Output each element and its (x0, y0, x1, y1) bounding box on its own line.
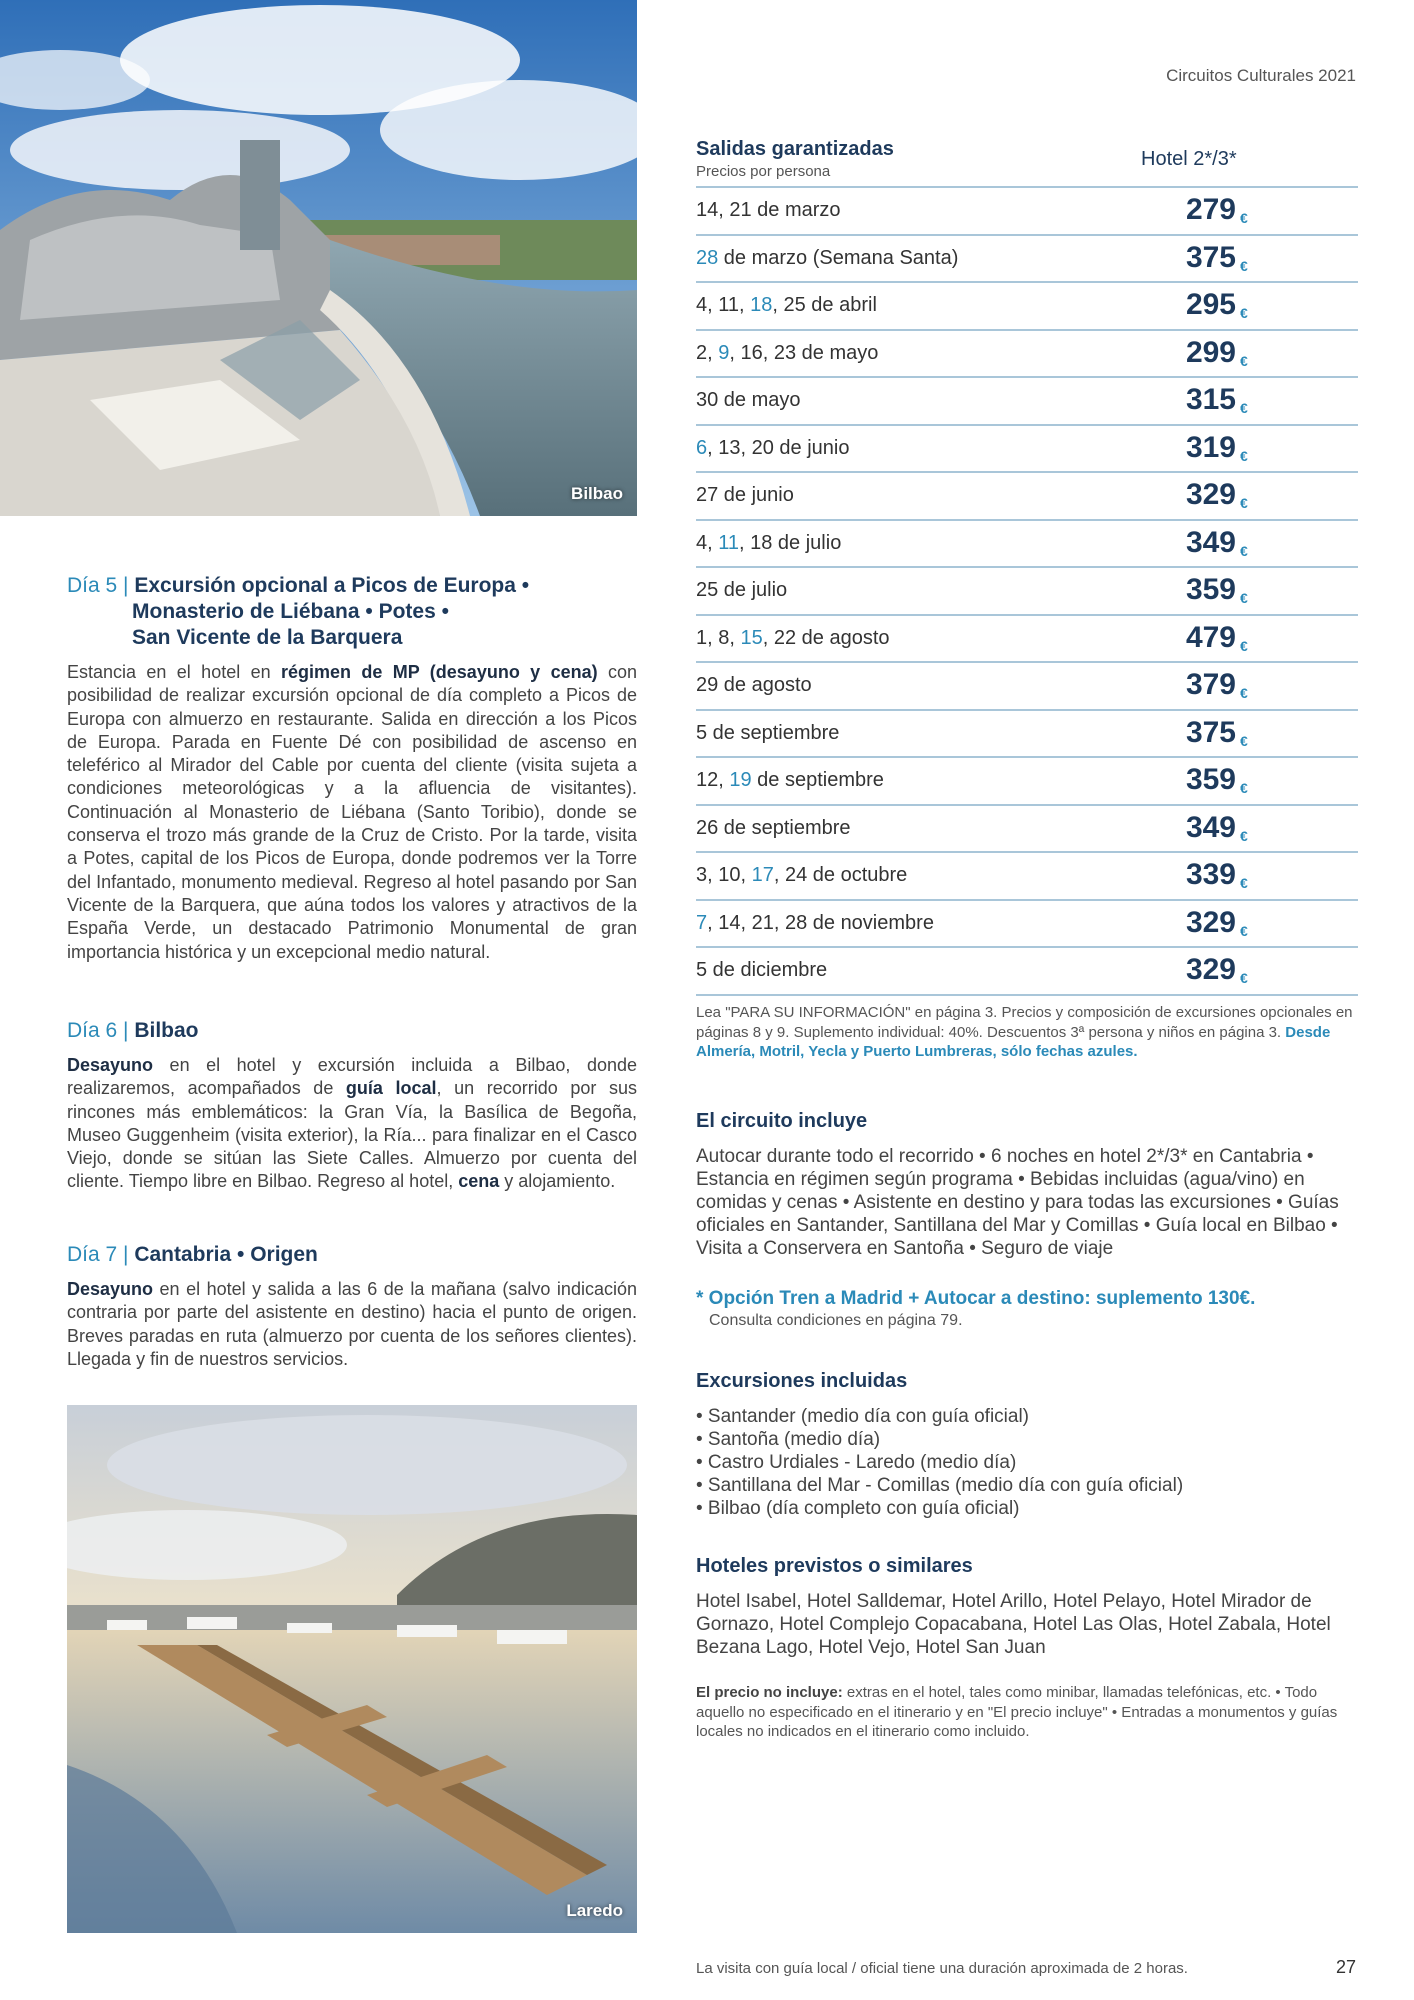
day6-description (67, 1054, 637, 1194)
price-note-blue: Desde Almería, Motril, Yecla y Puerto Lumbreras, sólo fechas azules. (696, 1023, 1331, 1060)
currency-symbol: € (1240, 257, 1248, 274)
option-subtext: Consulta condiciones en página 79. (709, 1312, 963, 1329)
day5-description (67, 661, 637, 964)
price-row (696, 473, 1358, 521)
date-text: 4, (696, 531, 719, 554)
date-text: 27 de junio (696, 484, 794, 506)
price-table-rows (696, 188, 1358, 996)
price-note (696, 1003, 1358, 1062)
day7-title-text: Cantabria • Origen (134, 1243, 318, 1266)
excursion-item: • Bilbao (día completo con guía oficial) (696, 1498, 1020, 1519)
departure-date (696, 959, 827, 982)
day7-text-1: en el hotel y salida a las 6 de la mañana (salvo indicación contraria por parte del asistente en destino) hacia el punto de origen. Breves paradas en ruta (almuerzo por cuenta de los señores clientes). Llegada y fin de nuestros servicios. (67, 1279, 637, 1369)
price-value: 359 (1185, 573, 1236, 606)
date-text: 4, 11, (696, 294, 751, 316)
day5-title-line1: Excursión opcional a Picos de Europa • (134, 574, 530, 597)
day6-section (67, 1018, 637, 1194)
departure-date (696, 247, 958, 270)
price-value: 479 (1185, 620, 1236, 654)
excursion-item: • Santillana del Mar - Comillas (medio día con guía oficial) (696, 1475, 1184, 1496)
not-included-note (696, 1683, 1358, 1742)
includes-text: Autocar durante todo el recorrido • 6 noches en hotel 2*/3* en Cantabria • Estancia en régimen según programa • Bebidas incluidas (agua/vino) en comidas y cenas • Asistente en destino y para todas las excursiones • Guías oficiales en Santander, Santillana del Mar y Comillas • Guía local en Bilbao • Visita a Conservera en Santoña • Seguro de viaje (696, 1146, 1339, 1259)
laredo-illustration (67, 1405, 637, 1933)
currency-symbol: € (1240, 400, 1248, 416)
includes-section (696, 1110, 1358, 1260)
day6-text-1: en el hotel y excursión incluida a Bilbao, donde realizaremos, acompañados de (67, 1055, 637, 1099)
not-included-label: El precio no incluye: (696, 1684, 843, 1701)
date-text: 12, (696, 769, 730, 791)
date-text: , 22 de agosto (762, 626, 890, 649)
currency-symbol: € (1240, 685, 1248, 701)
date-highlight: 18 (750, 294, 773, 316)
day7-description (67, 1278, 637, 1371)
laredo-caption: Laredo (566, 1901, 623, 1920)
currency-symbol: € (1240, 447, 1248, 464)
option-text: * Opción Tren a Madrid + Autocar a destino: suplemento 130€. (696, 1288, 1256, 1309)
date-text: , 13, 20 de junio (707, 436, 850, 459)
price-value: 339 (1185, 858, 1236, 891)
price-value: 329 (1185, 905, 1236, 939)
date-text: 2, (696, 341, 719, 364)
departure-date (696, 674, 812, 697)
price-row (696, 711, 1358, 759)
price-row (696, 283, 1358, 331)
date-highlight: 9 (718, 341, 730, 364)
currency-symbol: € (1240, 922, 1248, 939)
date-highlight: 6 (696, 436, 708, 459)
day5-text-1: Estancia en el hotel en (67, 662, 281, 682)
date-text: , 18 de julio (739, 531, 842, 554)
currency-symbol: € (1240, 637, 1248, 654)
price-row (696, 521, 1358, 569)
excursions-section (696, 1370, 1358, 1520)
day6-number: Día 6 | (67, 1019, 129, 1042)
price-row (696, 948, 1358, 996)
price-value: 319 (1185, 430, 1236, 464)
price-value: 295 (1185, 288, 1236, 321)
departure-date (696, 817, 851, 840)
price-value: 359 (1185, 763, 1236, 796)
price-row (696, 853, 1358, 901)
hotels-title: Hoteles previstos o similares (696, 1555, 973, 1577)
departure-date (696, 389, 801, 412)
date-highlight: 7 (696, 911, 708, 934)
day5-title-line3: San Vicente de la Barquera (132, 626, 403, 649)
hotels-text: Hotel Isabel, Hotel Salldemar, Hotel Arillo, Hotel Pelayo, Hotel Mirador de Gornazo, Hotel Complejo Copacabana, Hotel Las Olas, Hotel Zabala, Hotel Bezana Lago, Hotel Vejo, Hotel San Juan (696, 1591, 1331, 1658)
date-text: de septiembre (751, 769, 884, 791)
price-table-subtitle: Precios por persona (696, 163, 831, 180)
date-highlight: 11 (718, 531, 740, 554)
price-value: 329 (1185, 478, 1236, 511)
departure-date (696, 864, 907, 887)
day5-title (67, 573, 637, 651)
day6-bold-3: cena (458, 1171, 500, 1192)
price-table-header (696, 138, 1358, 188)
departure-date (696, 769, 884, 792)
day6-title-text: Bilbao (134, 1019, 199, 1042)
date-text: de marzo (Semana Santa) (718, 246, 959, 269)
price-table-title: Salidas garantizadas (696, 138, 894, 160)
date-text: , 25 de abril (772, 294, 877, 316)
date-text: 1, 8, (696, 626, 741, 649)
page-number: 27 (1335, 1957, 1356, 1977)
excursion-item: • Castro Urdiales - Laredo (medio día) (696, 1452, 1017, 1473)
departure-date (696, 579, 787, 602)
date-text: 26 de septiembre (696, 816, 851, 839)
price-row (696, 901, 1358, 949)
departure-date (696, 484, 794, 507)
price-row (696, 378, 1358, 426)
date-text: 5 de septiembre (696, 721, 840, 744)
departure-date (696, 722, 839, 745)
hotels-section (696, 1555, 1358, 1659)
currency-symbol: € (1240, 827, 1248, 844)
currency-symbol: € (1240, 780, 1248, 796)
day5-title-line2: Monasterio de Liébana • Potes • (132, 600, 449, 623)
departure-date (696, 199, 841, 222)
day7-bold-1: Desayuno (67, 1279, 154, 1299)
date-highlight: 19 (729, 769, 752, 791)
price-value: 329 (1185, 953, 1236, 986)
day7-title (67, 1242, 637, 1268)
departure-date (696, 912, 934, 935)
currency-symbol: € (1240, 210, 1248, 226)
day6-text-2: , un recorrido por sus rincones más emblemáticos: la Gran Vía, la Basílica de Begoña, Museo Guggenheim (visita exterior), la Ría... para finalizar en el Casco Viejo, donde se sitúan las Siete Calles. Almuerzo por cuenta del cliente. Tiempo libre en Bilbao. Regreso al hotel, (67, 1078, 637, 1192)
date-text: 30 de mayo (696, 389, 801, 411)
bilbao-illustration (0, 0, 637, 516)
price-value: 299 (1185, 335, 1236, 369)
price-value: 349 (1185, 810, 1236, 844)
price-value: 349 (1185, 525, 1236, 559)
day6-bold-1: Desayuno (67, 1055, 154, 1075)
day6-text-3: y alojamiento. (499, 1171, 616, 1192)
date-text: , 16, 23 de mayo (729, 341, 879, 364)
price-row (696, 236, 1358, 284)
price-row (696, 806, 1358, 854)
price-row (696, 568, 1358, 616)
price-table-hotel-column: Hotel 2*/3* (1141, 148, 1237, 170)
date-text: 5 de diciembre (696, 959, 828, 981)
footer-note: La visita con guía local / oficial tiene una duración aproximada de 2 horas. (696, 1960, 1188, 1977)
date-text: , 24 de octubre (773, 864, 908, 886)
excursion-item: • Santoña (medio día) (696, 1429, 881, 1450)
date-text: 25 de julio (696, 579, 788, 601)
excursions-title: Excursiones incluidas (696, 1370, 908, 1392)
price-row (696, 758, 1358, 806)
price-row (696, 426, 1358, 474)
departure-date (696, 294, 877, 317)
currency-symbol: € (1240, 352, 1248, 369)
not-included-text: extras en el hotel, tales como minibar, llamadas telefónicas, etc. • Todo aquello no especificado en el itinerario y en "El precio incluye" • Entradas a monumentos y guías locales no indicados en el itinerario como incluido. (696, 1684, 1338, 1740)
price-row (696, 663, 1358, 711)
date-text: , 14, 21, 28 de noviembre (707, 911, 934, 934)
price-row (696, 188, 1358, 236)
date-text: 14, 21 de marzo (696, 199, 841, 221)
day6-bold-2: guía local (345, 1078, 437, 1099)
header-title: Circuitos Culturales 2021 (1166, 66, 1356, 85)
bilbao-caption: Bilbao (571, 484, 623, 503)
date-highlight: 28 (696, 246, 719, 269)
option-section (696, 1288, 1358, 1330)
includes-title: El circuito incluye (696, 1110, 868, 1132)
day5-number: Día 5 | (67, 574, 129, 597)
price-value: 279 (1185, 193, 1236, 226)
price-note-text: Lea "PARA SU INFORMACIÓN" en página 3. Precios y composición de excursiones opcionales en páginas 8 y 9. Suplemento individual: 40%. Descuentos 3ª persona y niños en página 3. (696, 1004, 1353, 1041)
date-highlight: 15 (740, 626, 763, 649)
day5-section (67, 573, 637, 964)
currency-symbol: € (1240, 542, 1248, 559)
day5-text-2: con posibilidad de realizar excursión opcional de día completo a Picos de Europa con almuerzo en restaurante. Salida en dirección a los Picos de Europa. Parada en Fuente Dé con posibilidad de ascenso en teleférico al Mirador del Cable por cuenta del cliente (visita sujeta a condiciones meteorológicas y a la afluencia de visitantes). Continuación al Monasterio de Liébana (Santo Toribio), donde se conserva el trozo más grande de la Cruz de Cristo. Por la tarde, visita a Potes, capital de los Picos de Europa, donde podremos ver la Torre del Infantado, monumento medieval. Regreso al hotel pasando por San Vicente de la Barquera, que aúna todos los valores y atractivos de la España Verde, un destacado Patrimonio Monumental de gran importancia histórica y un excepcional medio natural. (67, 662, 637, 962)
day7-number: Día 7 | (67, 1243, 129, 1266)
departure-date (696, 342, 878, 365)
currency-symbol: € (1240, 590, 1248, 606)
departure-date (696, 437, 849, 460)
departure-date (696, 532, 841, 555)
day7-section (67, 1242, 637, 1371)
price-value: 375 (1185, 240, 1236, 274)
departure-date (696, 627, 890, 650)
day6-title (67, 1018, 637, 1044)
date-text: 3, 10, (696, 864, 752, 886)
laredo-photo (67, 1405, 637, 1933)
price-value: 315 (1185, 383, 1236, 416)
price-row (696, 616, 1358, 664)
currency-symbol: € (1240, 732, 1248, 749)
price-value: 375 (1185, 715, 1236, 749)
currency-symbol: € (1240, 495, 1248, 511)
bilbao-photo (0, 0, 637, 516)
price-row (696, 331, 1358, 379)
date-text: 29 de agosto (696, 674, 812, 696)
price-table (696, 138, 1358, 996)
price-value: 379 (1185, 668, 1236, 701)
excursion-item: • Santander (medio día con guía oficial) (696, 1406, 1030, 1427)
date-highlight: 17 (751, 864, 774, 886)
currency-symbol: € (1240, 875, 1248, 891)
excursions-list (696, 1405, 1358, 1520)
day5-bold: régimen de MP (desayuno y cena) (280, 662, 598, 682)
currency-symbol: € (1240, 305, 1248, 321)
currency-symbol: € (1240, 970, 1248, 986)
